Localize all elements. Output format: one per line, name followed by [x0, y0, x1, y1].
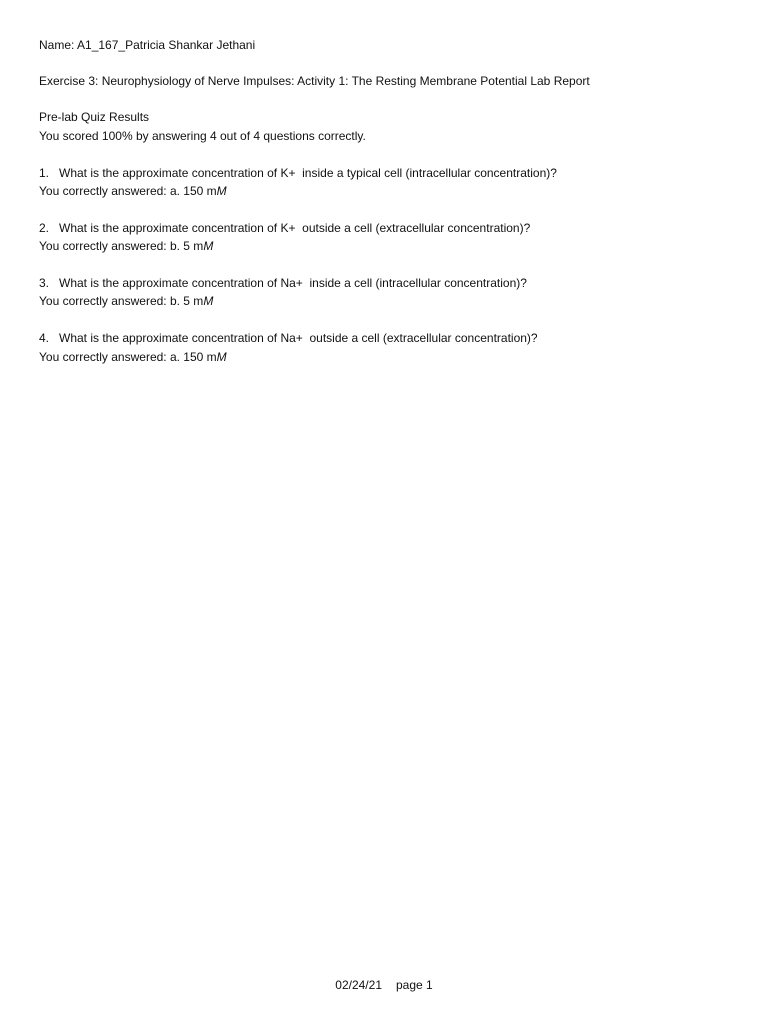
answer-2-text: You correctly answered: b. 5 m	[39, 239, 204, 253]
page-footer	[0, 978, 768, 992]
question-1: 1. What is the approximate concentration of K+ inside a typical cell (intracellular concentration)?	[39, 166, 557, 180]
answer-4-unit: M	[216, 350, 227, 364]
answer-1	[39, 184, 227, 198]
footer-date: 02/24/21	[335, 978, 382, 992]
student-name: Name: A1_167_Patricia Shankar Jethani	[39, 38, 256, 52]
answer-4-text: You correctly answered: a. 150 m	[39, 350, 217, 364]
question-2: 2. What is the approximate concentration of K+ outside a cell (extracellular concentration)?	[39, 221, 531, 235]
answer-1-unit: M	[216, 184, 227, 198]
question-3: 3. What is the approximate concentration of Na+ inside a cell (intracellular concentration)?	[39, 276, 527, 290]
question-4: 4. What is the approximate concentration of Na+ outside a cell (extracellular concentration)?	[39, 331, 538, 345]
answer-3-text: You correctly answered: b. 5 m	[39, 294, 204, 308]
answer-2-unit: M	[203, 239, 214, 253]
quiz-heading: Pre-lab Quiz Results	[39, 110, 150, 124]
answer-4	[39, 350, 227, 364]
footer-page-number: page 1	[396, 978, 433, 992]
exercise-title: Exercise 3: Neurophysiology of Nerve Impulses: Activity 1: The Resting Membrane Potential Lab Report	[39, 74, 590, 88]
answer-1-text: You correctly answered: a. 150 m	[39, 184, 217, 198]
answer-3-unit: M	[203, 294, 214, 308]
quiz-score: You scored 100% by answering 4 out of 4 questions correctly.	[39, 129, 366, 143]
answer-3	[39, 294, 213, 308]
answer-2	[39, 239, 213, 253]
